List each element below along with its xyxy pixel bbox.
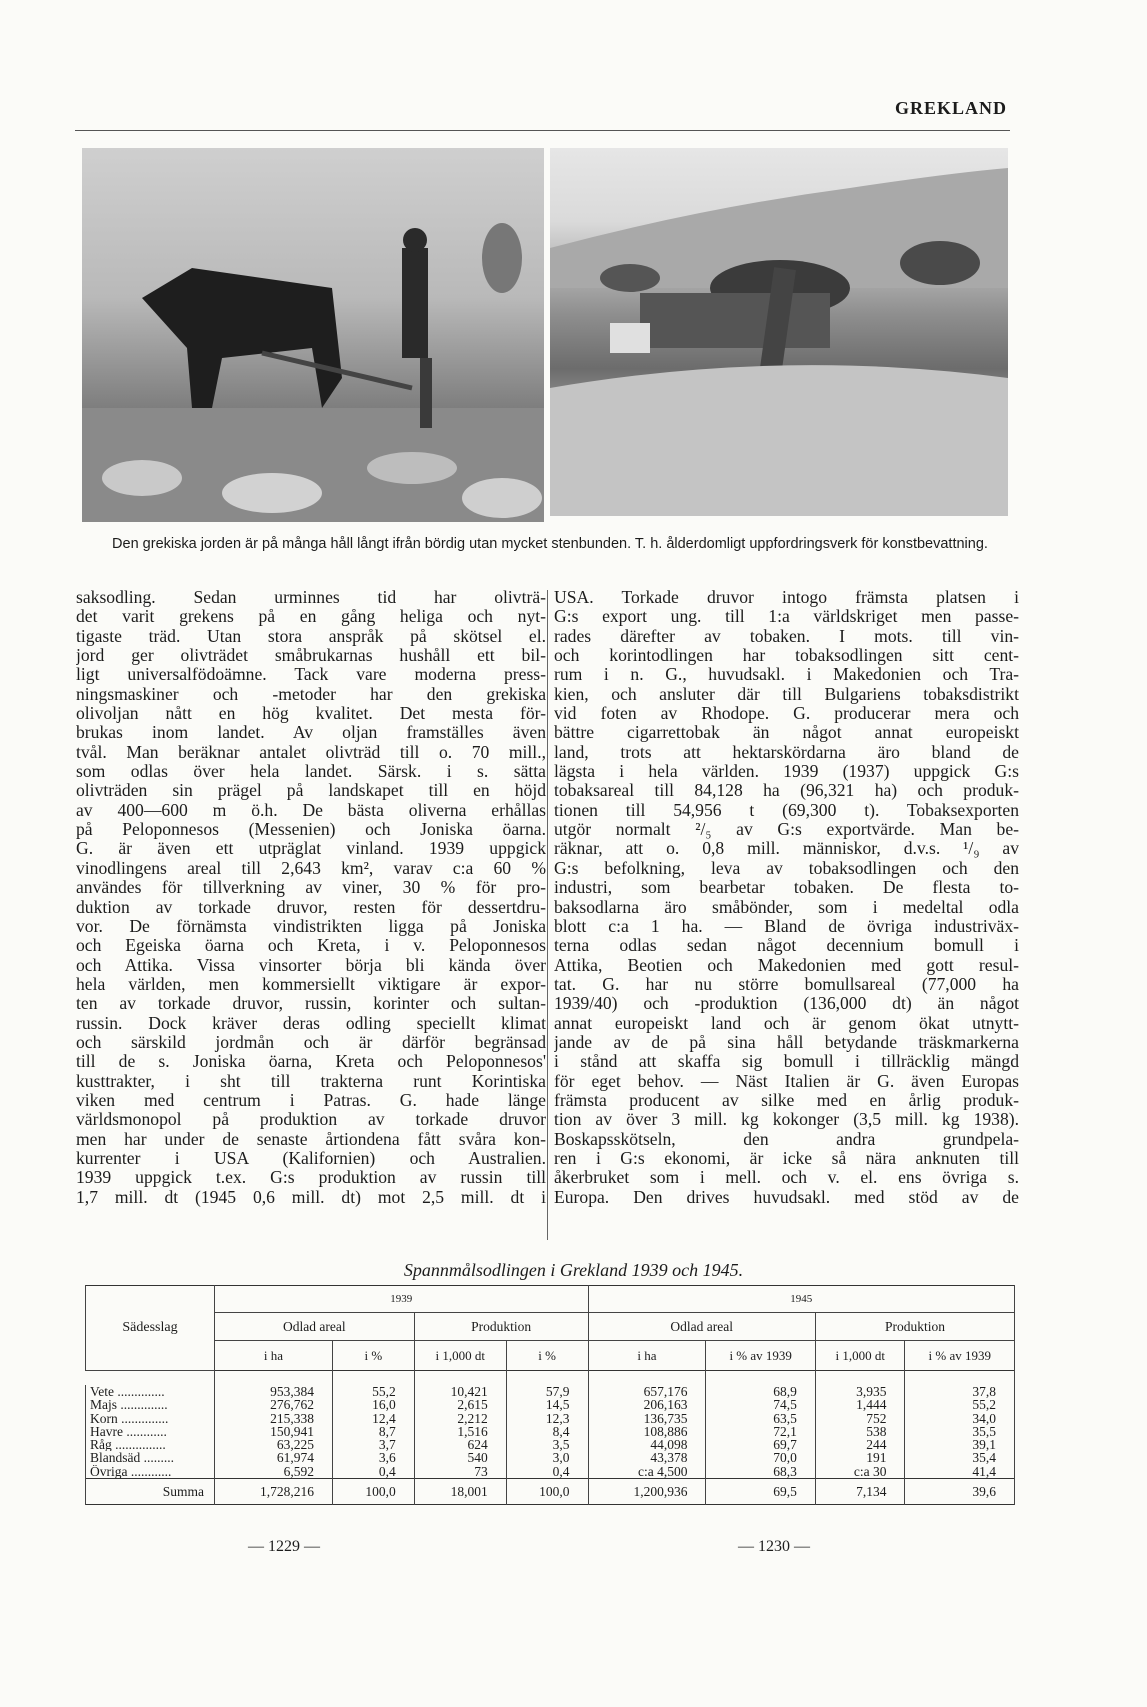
table-cell: 16,0	[332, 1398, 414, 1411]
table-cell: 0,4	[332, 1465, 414, 1479]
text-line: 1939 uppgick t.ex. G:s produktion av russin till	[76, 1168, 546, 1188]
text-line: av 400—600 m ö.h. De bästa oliverna erhållas	[76, 800, 546, 820]
table-cell: 55,2	[905, 1398, 1015, 1411]
table-cell: 35,4	[905, 1451, 1015, 1464]
text-line: vid foten av Rhodope. G. producerar mera och	[554, 704, 1019, 724]
table-cell: 39,1	[905, 1438, 1015, 1451]
table-cell: 70,0	[706, 1451, 815, 1464]
text-line: jord ger olivträdet småbrukarnas hushåll ett bil-	[76, 646, 546, 666]
table-cell: 538	[815, 1425, 905, 1438]
text-line: tat. G. har nu större bomullsareal (77,000 ha	[554, 974, 1019, 994]
table-cell: 0,4	[506, 1465, 588, 1479]
total-cell: 69,5	[706, 1479, 815, 1505]
photo-ploughing	[82, 148, 544, 522]
crop-name: Majs ..............	[86, 1398, 215, 1411]
text-line: Europa. Den drives huvudsakl. med stöd av de	[554, 1187, 1019, 1207]
table-cell: 10,421	[414, 1385, 506, 1398]
text-line: på Peloponnesos (Messenien) och Joniska öarna.	[76, 820, 546, 840]
text-line: olivträden sin prägel på landskapet till en höjd	[76, 781, 546, 801]
table-cell: c:a 30	[815, 1465, 905, 1479]
subheader: i 1,000 dt	[414, 1341, 506, 1371]
table-cell: 37,8	[905, 1385, 1015, 1398]
table-cell: 206,163	[588, 1398, 706, 1411]
text-line: lägsta i hela världen. 1939 (1937) uppgick G:s	[554, 762, 1019, 782]
table-row	[86, 1412, 1015, 1425]
table-cell: 55,2	[332, 1385, 414, 1398]
text-line: bättre cigarrettobak än något annat europeiskt	[554, 723, 1019, 743]
text-line: saksodling. Sedan urminnes tid har olivträ-	[76, 588, 546, 607]
text-line: tigaste träd. Utan stora anspråk på skötsel el.	[76, 626, 546, 646]
total-label: Summa	[86, 1479, 215, 1505]
text-line: ligt universalfödoämne. Tack vare moderna press-	[76, 665, 546, 685]
text-line: och Egeiska öarna och Kreta, i v. Peloponnesos	[76, 936, 546, 956]
text-line: rum i n. G., huvudsakl. i Makedonien och Tra-	[554, 665, 1019, 685]
table-cell: 14,5	[506, 1398, 588, 1411]
table-cell: 12,3	[506, 1412, 588, 1425]
text-line: jande av de på sina håll betydande träskmarkerna	[554, 1032, 1019, 1052]
table-cell: 57,9	[506, 1385, 588, 1398]
text-line: 1,7 mill. dt (1945 0,6 mill. dt) mot 2,5 mill. dt i	[76, 1187, 546, 1207]
text-line: främsta producent av silke med en årlig produk-	[554, 1090, 1019, 1110]
table-cell: 63,5	[706, 1412, 815, 1425]
table-cell: 68,9	[706, 1385, 815, 1398]
text-line: världsmonopol på produktion av torkade druvor	[76, 1110, 546, 1130]
total-cell: 100,0	[332, 1479, 414, 1505]
text-line: rades därefter av tobaken. I mots. till vin-	[554, 626, 1019, 646]
text-line: som odlas över hela landet. Särsk. i s. sätta	[76, 762, 546, 782]
table-cell: 3,6	[332, 1451, 414, 1464]
table-cell: 108,886	[588, 1425, 706, 1438]
table-cell: 8,7	[332, 1425, 414, 1438]
header-rule	[75, 130, 1010, 131]
subheader: i % av 1939	[706, 1341, 815, 1371]
table-cell: 44,098	[588, 1438, 706, 1451]
text-line: tionen till 54,956 t (69,300 t). Tobaksexporten	[554, 800, 1019, 820]
total-cell: 7,134	[815, 1479, 905, 1505]
table-cell: 2,615	[414, 1398, 506, 1411]
table-row	[86, 1451, 1015, 1464]
grain-table	[85, 1285, 1015, 1505]
table-cell: 73	[414, 1465, 506, 1479]
text-line: Boskapsskötseln, den andra grundpela-	[554, 1129, 1019, 1149]
table-row	[86, 1385, 1015, 1398]
table-cell: 2,212	[414, 1412, 506, 1425]
table-cell: 540	[414, 1451, 506, 1464]
text-line: utgör normalt ²/₅ av G:s exportvärde. Man be-	[554, 820, 1019, 840]
crop-name: Korn ..............	[86, 1412, 215, 1425]
text-line: och särskild jordmån och är därför begränsad	[76, 1032, 546, 1052]
text-line: det varit grekens på en gång heliga och nyt-	[76, 607, 546, 627]
text-line: vinodlingens areal till 2,643 km², varav c:a 60 %	[76, 858, 546, 878]
text-line: industri, som bearbetar tobaken. De flesta to-	[554, 878, 1019, 898]
text-line: olivoljan nått en hög kvalitet. Det mesta för-	[76, 704, 546, 724]
year-header: 1945	[588, 1286, 1014, 1313]
table-cell: 43,378	[588, 1451, 706, 1464]
text-line: 1939/40) och -produktion (136,000 dt) än något	[554, 994, 1019, 1014]
text-line: hela världen, men kommersiellt viktigare är expor-	[76, 974, 546, 994]
text-line: åkerbruket som i mell. och v. el. ens övriga s.	[554, 1168, 1019, 1188]
total-cell: 100,0	[506, 1479, 588, 1505]
row-header: Sädesslag	[86, 1286, 215, 1371]
text-line: baksodlarna äro småbönder, som i medeltal odla	[554, 897, 1019, 917]
table-cell: 191	[815, 1451, 905, 1464]
text-line: räknar, att o. 0,8 mill. människor, d.v.s. ¹/₉ av	[554, 839, 1019, 859]
text-line: kien, och ansluter där till Bulgariens tobaksdistrikt	[554, 684, 1019, 704]
table-cell: 69,7	[706, 1438, 815, 1451]
page-number-right: — 1230 —	[738, 1538, 810, 1555]
text-line: och korintodlingen har tobaksodlingen sitt cent-	[554, 646, 1019, 666]
table-cell: 244	[815, 1438, 905, 1451]
table-cell: 68,3	[706, 1465, 815, 1479]
crop-name: Råg ...............	[86, 1438, 215, 1451]
text-line: men har under de senaste årtiondena fått svåra kon-	[76, 1129, 546, 1149]
table-cell: 61,974	[215, 1451, 333, 1464]
text-line: användes för tillverkning av viner, 30 % för pro-	[76, 878, 546, 898]
table-cell: 3,5	[506, 1438, 588, 1451]
irrigation-illustration	[550, 148, 1008, 516]
table-cell: 276,762	[215, 1398, 333, 1411]
crop-name: Blandsäd .........	[86, 1451, 215, 1464]
subheader: i ha	[215, 1341, 333, 1371]
table-cell: 34,0	[905, 1412, 1015, 1425]
photo-irrigation	[550, 148, 1008, 516]
text-line: G. är även ett utpräglat vinland. 1939 uppgick	[76, 839, 546, 859]
table-title: Spannmålsodlingen i Grekland 1939 och 1945.	[403, 1260, 744, 1280]
group-header: Odlad areal	[215, 1313, 415, 1341]
text-line: för eget behov. — Näst Italien är G. även Europas	[554, 1071, 1019, 1091]
text-line: till de s. Joniska öarna, Kreta och Peloponnesos'	[76, 1052, 546, 1072]
table-cell: 12,4	[332, 1412, 414, 1425]
table-cell: 1,444	[815, 1398, 905, 1411]
column-divider	[547, 590, 548, 1240]
text-line: land, trots att hektarskördarna äro bland de	[554, 742, 1019, 762]
text-line: i stånd att skaffa sig bomull i tillräcklig mängd	[554, 1052, 1019, 1072]
text-line: tion av över 3 mill. kg kokonger (3,5 mill. kg 1938).	[554, 1110, 1019, 1130]
table-cell: 63,225	[215, 1438, 333, 1451]
running-title: GREKLAND	[894, 98, 1007, 118]
table-row	[86, 1425, 1015, 1438]
table-cell: c:a 4,500	[588, 1465, 706, 1479]
subheader: i ha	[588, 1341, 706, 1371]
text-line: tvål. Man beräknar antalet olivträd till o. 70 mill.,	[76, 742, 546, 762]
text-line: G:s befolkning, leva av tobaksodlingen och den	[554, 858, 1019, 878]
table-cell: 136,735	[588, 1412, 706, 1425]
text-line: viken med centrum i Patras. G. hade länge	[76, 1090, 546, 1110]
group-header: Produktion	[815, 1313, 1014, 1341]
text-line: och Attika. Vissa vinsorter börja bli kända över	[76, 955, 546, 975]
crop-name: Vete ..............	[86, 1385, 215, 1398]
table-cell: 74,5	[706, 1398, 815, 1411]
total-cell: 1,200,936	[588, 1479, 706, 1505]
table-cell: 3,935	[815, 1385, 905, 1398]
table-row	[86, 1398, 1015, 1411]
table-cell: 3,7	[332, 1438, 414, 1451]
total-cell: 18,001	[414, 1479, 506, 1505]
text-line: kusttrakter, i sht till trakterna runt Korintiska	[76, 1071, 546, 1091]
subheader: i %	[506, 1341, 588, 1371]
text-line: blott c:a 1 ha. — Bland de övriga industriväx-	[554, 916, 1019, 936]
group-header: Odlad areal	[588, 1313, 815, 1341]
table-cell: 41,4	[905, 1465, 1015, 1479]
text-line: annat europeiskt land och är genom ökat utnytt-	[554, 1013, 1019, 1033]
table-cell: 752	[815, 1412, 905, 1425]
group-header: Produktion	[414, 1313, 588, 1341]
text-line: ten av torkade druvor, russin, korinter och sultan-	[76, 994, 546, 1014]
table-cell: 953,384	[215, 1385, 333, 1398]
text-line: USA. Torkade druvor intogo främsta platsen i	[554, 588, 1019, 607]
table-cell: 657,176	[588, 1385, 706, 1398]
table-cell: 3,0	[506, 1451, 588, 1464]
table-cell: 72,1	[706, 1425, 815, 1438]
table-row	[86, 1438, 1015, 1451]
crop-name: Havre ............	[86, 1425, 215, 1438]
crop-name: Övriga ............	[86, 1465, 215, 1479]
figure-caption: Den grekiska jorden är på många håll långt ifrån bördig utan mycket stenbunden. T. h. ålderdomligt uppfordringsverk för konstbevattning.	[112, 536, 988, 552]
text-line: tobaksareal till 84,128 ha (96,321 ha) och produk-	[554, 781, 1019, 801]
table-cell: 6,592	[215, 1465, 333, 1479]
text-line: brukas inom landet. Av oljan framställes även	[76, 723, 546, 743]
total-cell: 39,6	[905, 1479, 1015, 1505]
ploughing-illustration	[82, 148, 544, 522]
right-text-column	[554, 588, 1019, 1207]
table-cell: 150,941	[215, 1425, 333, 1438]
text-line: kurrenter i USA (Kalifornien) och Australien.	[76, 1148, 546, 1168]
total-cell: 1,728,216	[215, 1479, 333, 1505]
text-line: ren i G:s ekonomi, är icke så nära anknuten till	[554, 1148, 1019, 1168]
text-line: G:s export ung. till 1:a världskriget men passe-	[554, 607, 1019, 627]
table-cell: 624	[414, 1438, 506, 1451]
table-cell: 35,5	[905, 1425, 1015, 1438]
subheader: i % av 1939	[905, 1341, 1015, 1371]
table-cell: 215,338	[215, 1412, 333, 1425]
table-cell: 8,4	[506, 1425, 588, 1438]
text-line: duktion av torkade druvor, resten för dessertdru-	[76, 897, 546, 917]
text-line: russin. Dock kräver deras odling speciellt klimat	[76, 1013, 546, 1033]
text-line: terna odlas sedan något decennium bomull i	[554, 936, 1019, 956]
text-line: vor. De förnämsta vindistrikten ligga på Joniska	[76, 916, 546, 936]
left-text-column	[76, 588, 546, 1207]
page-number-left: — 1229 —	[248, 1538, 320, 1555]
text-line: ningsmaskiner och -metoder har den grekiska	[76, 684, 546, 704]
text-line: Attika, Beotien och Makedonien med gott resul-	[554, 955, 1019, 975]
table-row	[86, 1465, 1015, 1479]
subheader: i %	[332, 1341, 414, 1371]
table-cell: 1,516	[414, 1425, 506, 1438]
subheader: i 1,000 dt	[815, 1341, 905, 1371]
year-header: 1939	[215, 1286, 589, 1313]
